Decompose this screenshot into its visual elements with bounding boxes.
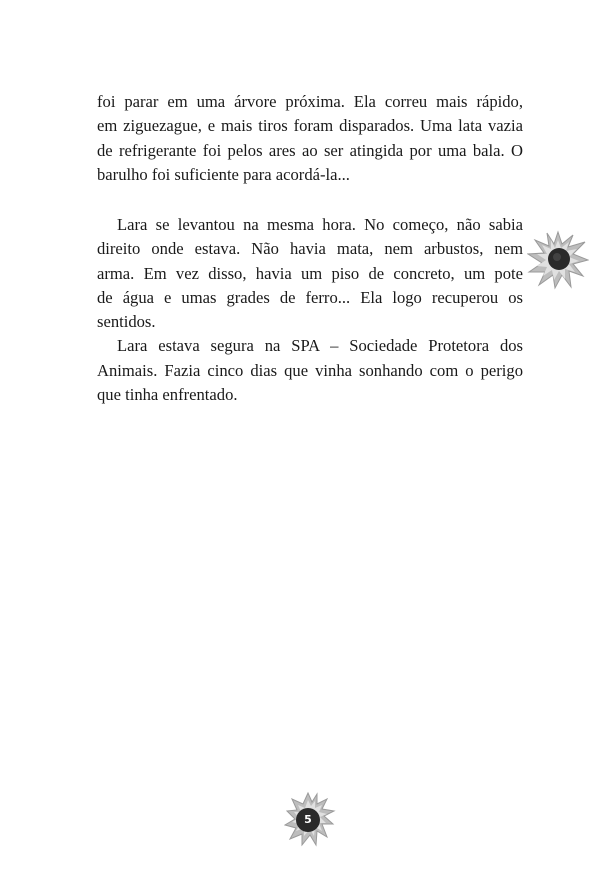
page-number: 5 (304, 813, 312, 826)
paragraph-line: que tinha enfrentado. (97, 385, 238, 405)
paragraph-1 (97, 90, 523, 187)
paragraph-line: de água e umas grades de ferro... Ela logo recuperou os (97, 287, 523, 307)
paragraph-line: barulho foi suficiente para acordá-la... (97, 164, 350, 184)
paragraph-line: Animais. Fazia cinco dias que vinha sonhando com o perigo (97, 360, 523, 380)
bullet-hole-icon (527, 230, 589, 290)
page-number-badge (284, 791, 336, 847)
paragraph-3 (97, 334, 523, 407)
paragraph-2 (97, 213, 523, 334)
paragraph-line: Lara estava segura na SPA – Sociedade Protetora dos (117, 336, 523, 356)
text-block-bottom (97, 213, 523, 407)
text-block-top (97, 90, 523, 187)
paragraph-line: direito onde estava. Não havia mata, nem arbustos, nem (97, 239, 523, 259)
paragraph-line: de refrigerante foi pelos ares ao ser atingida por uma bala. O (97, 140, 523, 160)
paragraph-line: em ziguezague, e mais tiros foram disparados. Uma lata vazia (97, 116, 523, 136)
paragraph-line: Lara se levantou na mesma hora. No começo, não sabia (117, 215, 523, 234)
paragraph-line: arma. Em vez disso, havia um piso de concreto, um pote (97, 263, 523, 283)
paragraph-line: foi parar em uma árvore próxima. Ela correu mais rápido, (97, 92, 523, 111)
paragraph-line: sentidos. (97, 312, 156, 332)
